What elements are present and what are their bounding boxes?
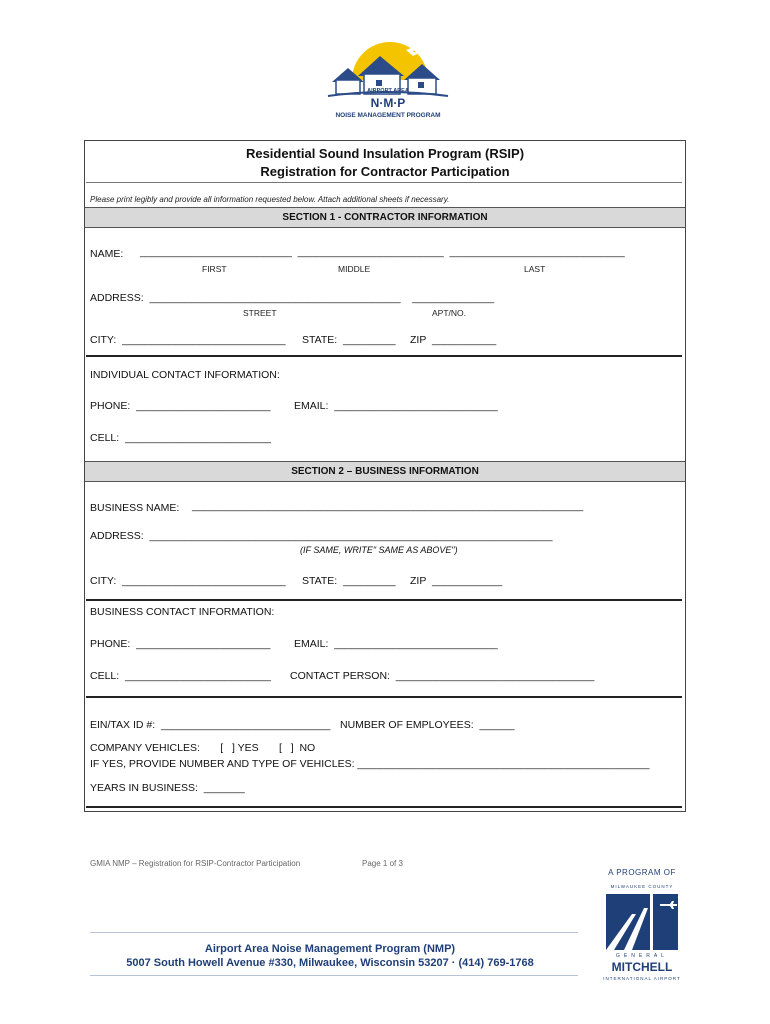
business-phone-field[interactable]: PHONE: _______________________ bbox=[90, 638, 271, 650]
divider bbox=[86, 355, 682, 357]
business-name-field[interactable]: ___________________________________________________________________ bbox=[192, 500, 584, 512]
mitchell-airport-logo bbox=[600, 868, 684, 988]
footer-doc-title: GMIA NMP – Registration for RSIP-Contractor Participation bbox=[90, 859, 301, 868]
page-number: Page 1 of 3 bbox=[362, 859, 403, 868]
logo-line1: AIRPORT AREA bbox=[367, 88, 409, 94]
logo-line3: NOISE MANAGEMENT PROGRAM bbox=[335, 112, 441, 119]
divider bbox=[86, 599, 682, 601]
state-field[interactable]: STATE: _________ bbox=[302, 334, 396, 346]
instructions: Please print legibly and provide all information requested below. Attach additional sheets if necessary. bbox=[90, 195, 450, 204]
footer-org: Airport Area Noise Management Program (NMP) bbox=[204, 943, 456, 955]
last-caption: LAST bbox=[524, 264, 546, 274]
section-1-header: SECTION 1 - CONTRACTOR INFORMATION bbox=[85, 207, 685, 228]
phone-field[interactable]: PHONE: _______________________ bbox=[90, 400, 271, 412]
divider bbox=[86, 806, 682, 808]
business-name-label: BUSINESS NAME: bbox=[90, 502, 180, 514]
footer-address: 5007 South Howell Avenue #330, Milwaukee, Wisconsin 53207 · (414) 769-1768 bbox=[126, 957, 534, 969]
business-contact-heading: BUSINESS CONTACT INFORMATION: bbox=[90, 606, 275, 618]
zip-field[interactable]: ZIP ___________ bbox=[410, 334, 497, 346]
program-of-label: A PROGRAM OF bbox=[608, 868, 676, 877]
cell-field[interactable]: CELL: _________________________ bbox=[90, 432, 272, 444]
county-label: MILWAUKEE COUNTY bbox=[610, 884, 674, 889]
name-field[interactable]: __________________________ _________________________ ______________________________ bbox=[140, 246, 625, 258]
ein-field[interactable]: EIN/TAX ID #: _____________________________ bbox=[90, 719, 331, 731]
business-address-field[interactable]: ADDRESS: _____________________________________________________________________ bbox=[90, 530, 553, 542]
form-subtitle: Registration for Contractor Participation bbox=[260, 164, 510, 179]
email-field[interactable]: EMAIL: ____________________________ bbox=[294, 400, 498, 412]
divider bbox=[86, 182, 682, 183]
mitchell-label: MITCHELL bbox=[611, 960, 673, 974]
middle-caption: MIDDLE bbox=[338, 264, 371, 274]
section-2-header: SECTION 2 – BUSINESS INFORMATION bbox=[85, 461, 685, 482]
street-caption: STREET bbox=[243, 308, 277, 318]
business-city-field[interactable]: CITY: ____________________________ bbox=[90, 575, 286, 587]
city-field[interactable]: CITY: ____________________________ bbox=[90, 334, 286, 346]
individual-contact-heading: INDIVIDUAL CONTACT INFORMATION: bbox=[90, 369, 280, 381]
form-title: Residential Sound Insulation Program (RSIP) bbox=[245, 146, 525, 161]
footer-rule bbox=[90, 932, 578, 933]
nmp-logo bbox=[318, 40, 458, 130]
business-state-field[interactable]: STATE: _________ bbox=[302, 575, 396, 587]
name-label: NAME: bbox=[90, 248, 124, 260]
business-email-field[interactable]: EMAIL: ____________________________ bbox=[294, 638, 498, 650]
business-cell-field[interactable]: CELL: _________________________ bbox=[90, 670, 272, 682]
address-field[interactable]: ADDRESS: ___________________________________________ ______________ bbox=[90, 292, 495, 304]
vehicles-detail-field[interactable]: IF YES, PROVIDE NUMBER AND TYPE OF VEHICLES: __________________________________________________ bbox=[90, 758, 650, 770]
employees-field[interactable]: NUMBER OF EMPLOYEES: ______ bbox=[340, 719, 515, 731]
airport-label: INTERNATIONAL AIRPORT bbox=[603, 976, 681, 981]
first-caption: FIRST bbox=[202, 264, 227, 274]
business-zip-field[interactable]: ZIP ____________ bbox=[410, 575, 503, 587]
logo-line2: N·M·P bbox=[370, 96, 406, 110]
footer-rule bbox=[90, 975, 578, 976]
divider bbox=[86, 696, 682, 698]
contact-person-field[interactable]: CONTACT PERSON: __________________________________ bbox=[290, 670, 595, 682]
apt-caption: APT/NO. bbox=[432, 308, 467, 318]
general-label: GENERAL bbox=[616, 953, 668, 959]
years-in-business-field[interactable]: YEARS IN BUSINESS: _______ bbox=[90, 782, 245, 794]
airport-emblem-icon bbox=[606, 894, 678, 950]
same-as-above-note: (IF SAME, WRITE" SAME AS ABOVE") bbox=[300, 545, 458, 555]
company-vehicles-field[interactable]: COMPANY VEHICLES: [ ] YES [ ] NO bbox=[90, 742, 316, 754]
